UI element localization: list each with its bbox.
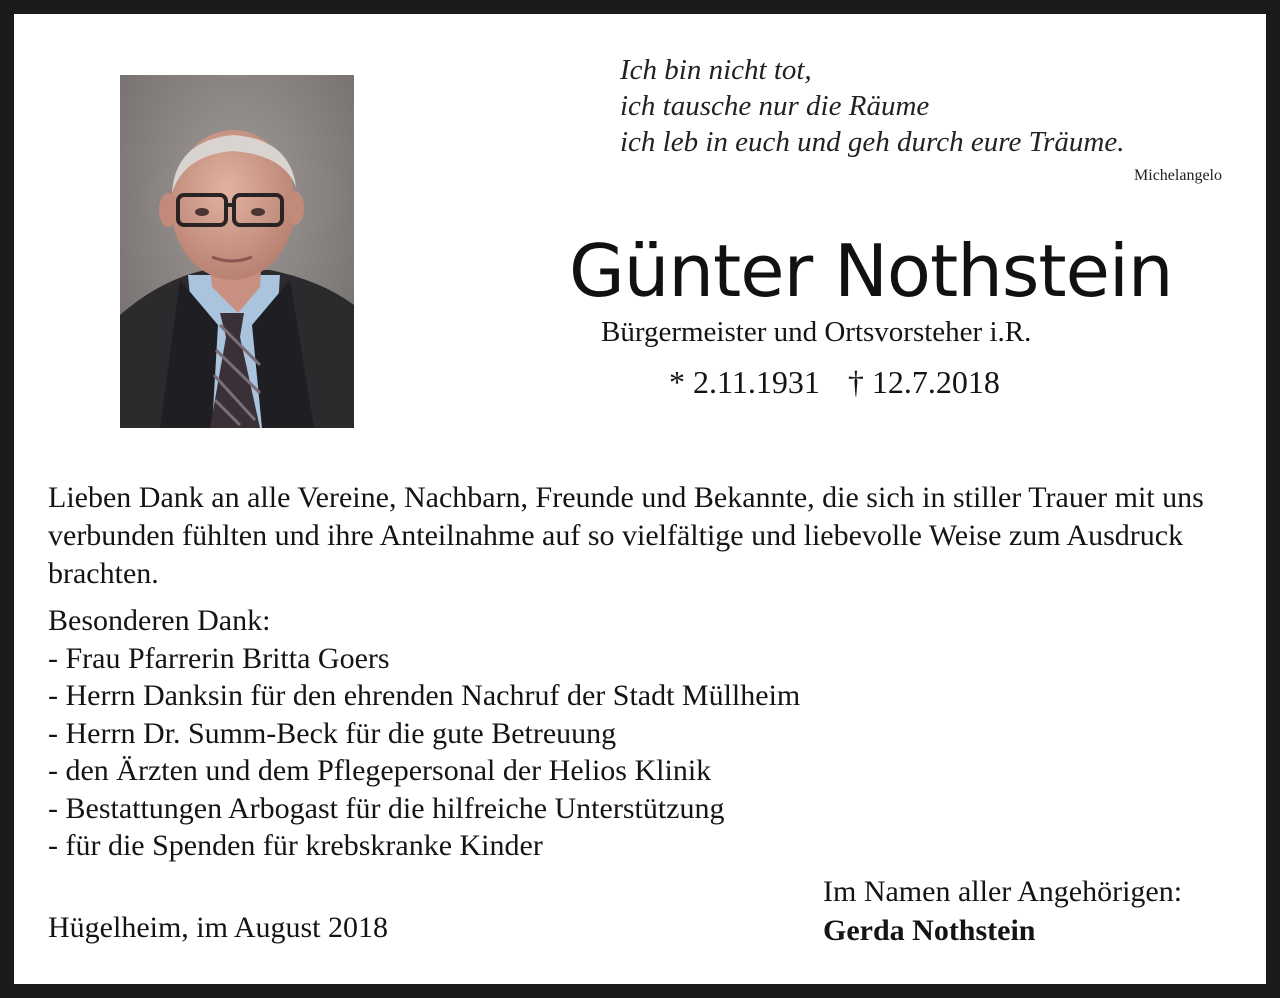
special-thanks-heading: Besonderen Dank:	[48, 604, 271, 637]
death-date: † 12.7.2018	[847, 364, 1000, 400]
poem-line: ich leb in euch und geh durch eure Träume.	[620, 126, 1125, 158]
list-item: - den Ärzten und dem Pflegepersonal der Helios Klinik	[48, 754, 712, 787]
special-thanks-list	[48, 602, 800, 865]
poem-line: ich tausche nur die Räume	[620, 90, 930, 122]
list-item: - für die Spenden für krebskranke Kinder	[48, 829, 543, 862]
obituary-card	[14, 14, 1266, 984]
poem-line: Ich bin nicht tot,	[620, 54, 812, 86]
list-item: - Herrn Danksin für den ehrenden Nachruf der Stadt Müllheim	[48, 679, 801, 712]
list-item: - Bestattungen Arbogast für die hilfreiche Unterstützung	[48, 791, 725, 825]
deceased-name: Günter Nothstein	[569, 229, 1173, 313]
birth-date: * 2.11.1931	[669, 364, 820, 400]
list-item: - Herrn Dr. Summ-Beck für die gute Betreuung	[48, 716, 617, 750]
thanks-message: Lieben Dank an alle Vereine, Nachbarn, Freunde und Bekannte, die sich in stiller Trauer mit uns verbunden fühlten und ihre Anteilnahme auf so vielfältige und liebevolle Weise zum Ausdruck brachten.	[48, 481, 1204, 590]
portrait-photo	[120, 75, 354, 428]
list-item: - Frau Pfarrerin Britta Goers	[48, 641, 390, 675]
signature-name: Gerda Nothstein	[823, 914, 1036, 947]
deceased-title: Bürgermeister und Ortsvorsteher i.R.	[601, 316, 1032, 348]
poem-quote	[620, 52, 1124, 160]
place-date: Hügelheim, im August 2018	[48, 911, 388, 944]
life-dates	[669, 364, 1000, 401]
signature-intro: Im Namen aller Angehörigen:	[823, 875, 1183, 908]
poem-author: Michelangelo	[1134, 167, 1222, 184]
